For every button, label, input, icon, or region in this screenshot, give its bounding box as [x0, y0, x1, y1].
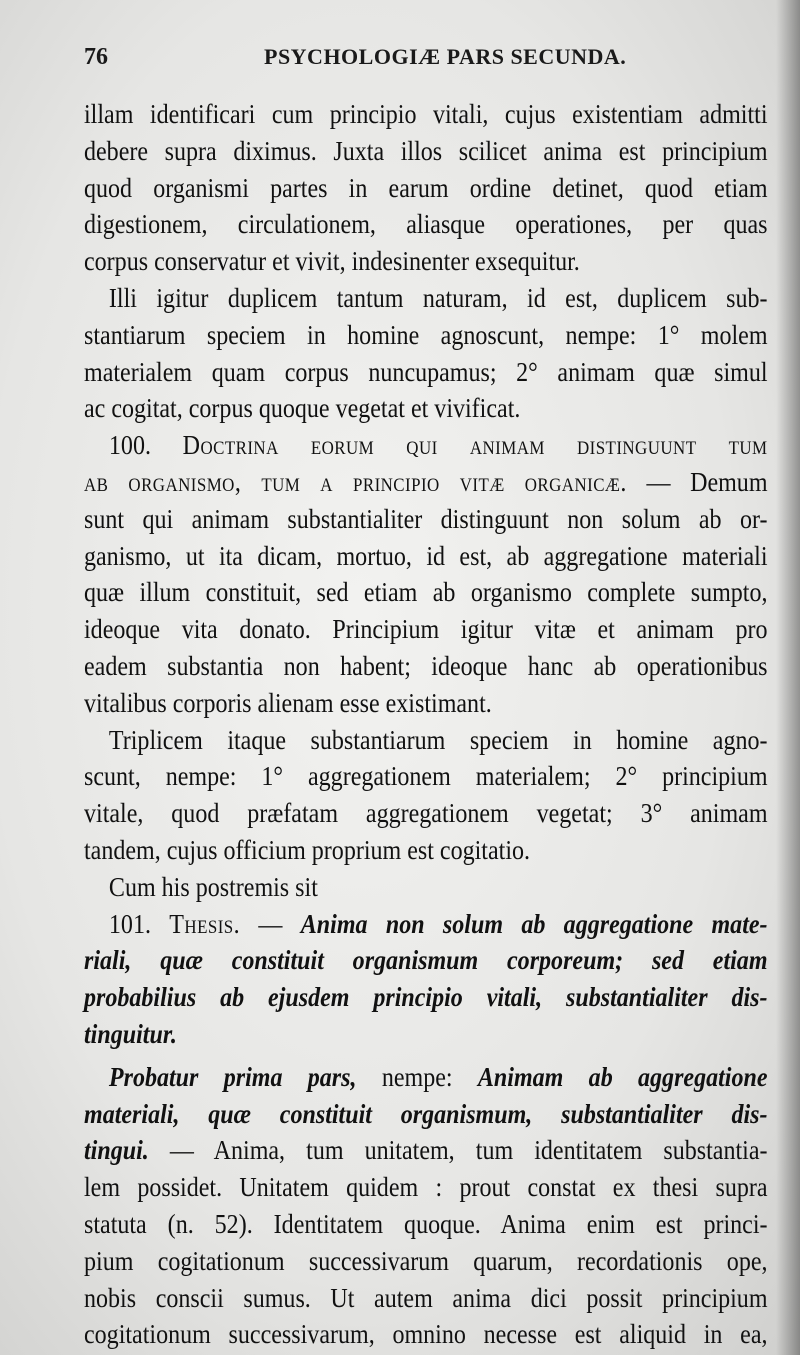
probatur-nempe: nempe: — [356, 1061, 478, 1092]
paragraph-1 — [84, 96, 768, 280]
text-line: tandem, cujus officium proprium est cogitatio. — [84, 834, 531, 865]
probatur-paragraph — [84, 1059, 768, 1353]
section-heading-continued: ab organismo, tum a principio vitæ organicæ. — [84, 466, 627, 497]
page-header — [84, 44, 774, 84]
text-line: Cum his postremis sit — [108, 871, 318, 902]
text-line: quæ illum constituit, sed etiam ab organismo complete sumpto, — [84, 577, 768, 608]
text-line: nobis conscii sumus. Ut autem anima dici possit principium — [84, 1282, 768, 1313]
heading-dash-text: — Demum — [626, 466, 768, 497]
paragraph-3 — [84, 722, 768, 869]
text-line: statuta (n. 52). Identitatem quoque. Anima enim est princi- — [84, 1208, 768, 1239]
probatur-text: materiali, quæ constituit organismum, substantialiter dis- — [84, 1098, 768, 1129]
thesis-number: 101. — [108, 908, 151, 939]
probatur-line — [84, 1059, 768, 1096]
text-line: — Anima, tum unitatem, tum identitatem substantia- — [148, 1135, 768, 1166]
thesis-label: Thesis. — [169, 908, 241, 939]
text-line: vitalibus corporis alienam esse existimant. — [84, 687, 492, 718]
running-head: PSYCHOLOGIÆ PARS SECUNDA. — [264, 44, 627, 69]
paragraph-100 — [84, 427, 768, 721]
text-line: lem possidet. Unitatem quidem : prout constat ex thesi supra — [84, 1172, 768, 1203]
text-line: scunt, nempe: 1° aggregationem materialem; 2° principium — [84, 761, 768, 792]
text-line: ac cogitat, corpus quoque vegetat et vivificat. — [84, 393, 521, 424]
thesis-101 — [84, 906, 768, 1053]
page-edge-shadow — [776, 0, 800, 1355]
thesis-dash: — — [240, 908, 301, 939]
text-line: sunt qui animam substantialiter distinguunt non solum ab or- — [84, 503, 768, 534]
text-line: eadem substantia non habent; ideoque hanc ab operationibus — [84, 650, 768, 681]
text-line: ganismo, ut ita dicam, mortuo, id est, ab aggregatione materiali — [84, 540, 768, 571]
thesis-text: Anima non solum ab aggregatione mate- — [300, 908, 768, 939]
text-line: Illi igitur duplicem tantum naturam, id est, duplicem sub- — [108, 282, 768, 313]
thesis-text: tinguitur. — [84, 1018, 177, 1049]
text-line: Triplicem itaque substantiarum speciem in homine agno- — [108, 724, 768, 755]
thesis-heading-line — [84, 906, 768, 943]
text-line: illam identificari cum principio vitali, cujus existentiam admitti — [84, 99, 768, 129]
paragraph-2 — [84, 280, 768, 427]
text-line: materialem quam corpus nuncupamus; 2° animam quæ simul — [84, 356, 768, 387]
text-line: corpus conservatur et vivit, indesinenter exsequitur. — [84, 246, 580, 277]
paragraph-4 — [84, 869, 693, 906]
probatur-text: tingui. — [84, 1135, 149, 1166]
text-line: vitale, quod præfatam aggregationem vegetat; 3° animam — [84, 798, 768, 829]
page-number: 76 — [84, 44, 108, 70]
section-heading: Doctrina eorum qui animam distinguunt tum — [182, 430, 768, 461]
thesis-text: probabilius ab ejusdem principio vitali, substantialiter dis- — [84, 982, 768, 1013]
text-line: cogitationum successivarum, omnino necesse est aliquid in ea, — [84, 1319, 768, 1350]
text-line: digestionem, circulationem, aliasque operationes, per quas — [84, 209, 768, 240]
text-line: debere supra diximus. Juxta illos scilicet anima est principium — [84, 135, 768, 166]
text-line: ideoque vita donato. Principium igitur vitæ et animam pro — [84, 614, 768, 645]
text-line: pium cogitationum successivarum quarum, recordationis ope, — [84, 1245, 768, 1276]
thesis-text: riali, quæ constituit organismum corporeum; sed etiam — [84, 945, 768, 976]
text-line: quod organismi partes in earum ordine detinet, quod etiam — [84, 172, 768, 203]
probatur-text: Animam ab aggregatione — [477, 1061, 768, 1092]
section-heading-line — [84, 464, 768, 501]
probatur-line — [84, 1132, 768, 1169]
section-number: 100. — [108, 430, 151, 461]
probatur-label: Probatur prima pars, — [108, 1061, 357, 1092]
section-heading-line — [84, 427, 768, 464]
body-text — [84, 96, 768, 1353]
text-line: stantiarum speciem in homine agnoscunt, nempe: 1° molem — [84, 319, 768, 350]
